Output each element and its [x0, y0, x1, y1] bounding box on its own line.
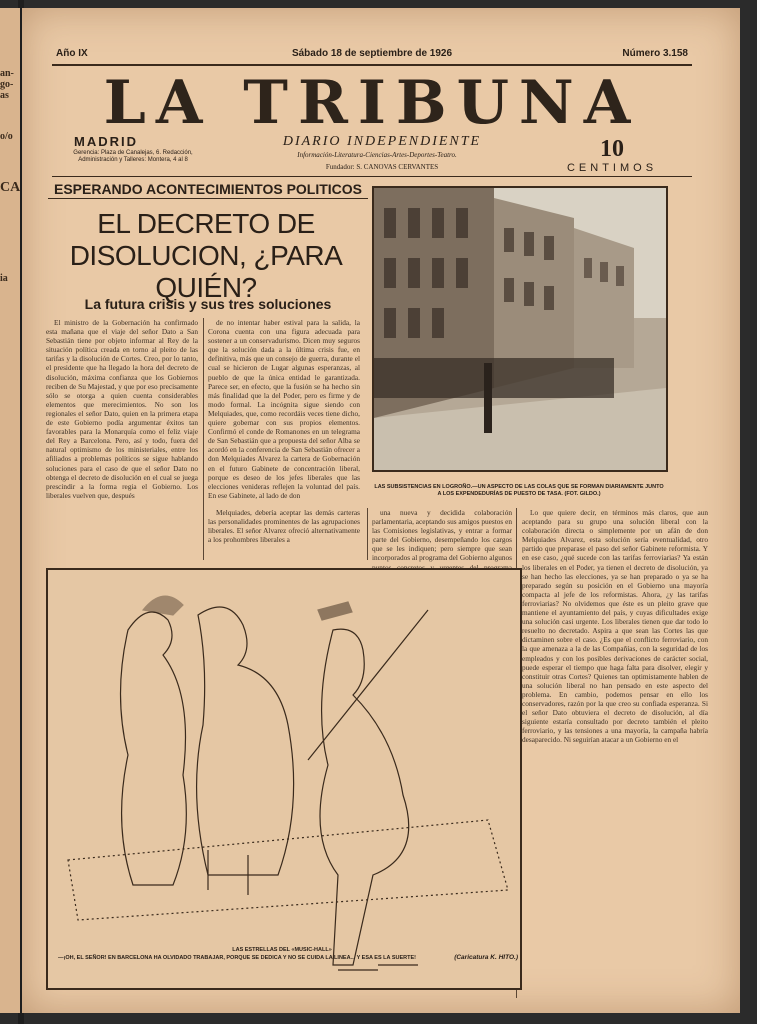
street-photo-drawing	[374, 188, 666, 470]
fragment-text: an-	[0, 68, 14, 79]
price-value: 10	[600, 136, 624, 162]
masthead-rule	[52, 176, 692, 177]
price-box	[537, 136, 687, 174]
masthead-sections: Información-Literatura-Ciencias-Artes-Deportes-Teatro.	[297, 151, 457, 159]
masthead-city: MADRID	[74, 134, 138, 149]
news-photo	[372, 186, 668, 472]
article-column-1	[46, 318, 198, 560]
masthead-title: LA TRIBUNA	[103, 68, 641, 138]
column-divider	[203, 318, 204, 560]
article-column-4	[372, 508, 512, 563]
cartoon-caption-row	[46, 954, 518, 962]
article-subhead: La futura crisis y sus tres soluciones	[84, 296, 332, 312]
masthead-subtitle: DIARIO INDEPENDIENTE	[282, 134, 482, 149]
photo-caption: LAS SUBSISTENCIAS EN LOGROÑO.—UN ASPECTO DE LAS COLAS QUE SE FORMAN DIARIAMENTE JUNTO A LOS EXPENDEDURÍAS DE PUESTO DE TASA. (FOT. GILDO.)	[374, 484, 664, 497]
cartoon-drawing	[48, 570, 520, 988]
newspaper-page	[22, 8, 740, 1013]
fragment-text: CA	[0, 180, 21, 195]
issue-number: Número 3.158	[622, 48, 688, 59]
cartoon-caption-block	[46, 946, 518, 962]
cartoon-illustration	[46, 568, 522, 990]
article-text: de no intentar haber estival para la salida, la Corona cuenta con una figura adecuada para sostener a un conservadurismo. Dicen muy seguros que la solución dada a la última crisis fue, en definitiva, más que un consejo de guerra, durante el cual se hicieron de Lugar algunas esperanzas, al pueblo de que la única entidad le garantizada. Parece ser, en efecto, que la fusión se ha hecho sin más finalidad que la del Poder, pero es firme y de modo formal. La incógnita sigue siendo con Melquiades, que, como recordáis veces tiene dicho, quiere gobernar con sus propios elementos. Confirmó el conde de Romanones en un telegrama de San Sebastián que a propuesta del señor Alba se acordó en la conferencia de San Sebastián ofrecer a don Melquiades Alvarez la cartera de Gobernación en el futuro Gabinete de concentración liberal, porque es deseo de los jefes liberales que las elecciones venideras reflejen la voluntad del país. En ese Gabinete, al lado de don	[208, 318, 360, 500]
article-text: Lo que quiere decir, en términos más claros, que aun aceptando para su grupo una solución liberal con la colaboración directa o simplemente por un afán de don Melquiades Alvarez, esta solución sería eventualidad, otro partido que preparase el paso del señor Gabinete reformista. Y en ese caso, ¿qué sucede con las tarifas ferroviarias? Ya están los liberales en el Poder, ya tienen el decreto de disolución, ya se han hecho las elecciones, ya se han preparado o ya se ha preparado según su posición en el Gobierno una mayoría compacta al jefe de los reformistas. Ahora, ¿y las tarifas ferroviarias? No olvidemos que éste es un pleito grave que mantiene el ayuntamiento del país, y cuyas dificultades exige una solución casi urgente. Los liberales tienen que dar todo lo resuelto no decretado. Aspira a que sean las Cortes las que dictaminen sobre el caso. ¿Es que el conflicto ferroviario, con la que amenaza a la de las Compañías, con la seguridad de los empleados y con los posibles derivaciones de carácter social, puede esperar el tiempo que haga falta para disolver, elegir y constituir otras Cortes? Quienes tan optimistamente hablen de una solución liberal no han pensado en este aspecto del problema. En cambio, podemos pensar en ello los conservadores, razón por la que creo su confiada esperanza. Si el señor Dato obtuviera el decreto de disolución, al día siguiente estaría consultado por decreto también el pleito ferroviario, y las tensiones a una mayoría, la campaña habría desaparecido. Ni seguirían atacar a un Gobierno en el	[522, 508, 708, 745]
article-headline: EL DECRETO DE DISOLUCION, ¿PARA QUIÉN?	[69, 208, 343, 303]
issue-year: Año IX	[56, 48, 88, 59]
article-column-3	[208, 508, 360, 560]
price-unit: CENTIMOS	[566, 162, 658, 174]
article-kicker: ESPERANDO ACONTECIMIENTOS POLITICOS	[48, 180, 368, 199]
cartoon-credit: (Caricatura K. HITO.)	[454, 954, 518, 961]
cartoon-title: LAS ESTRELLAS DEL «MUSIC-HALL»	[232, 947, 332, 953]
masthead-founder: Fundador: S. CANOVAS CERVANTES	[325, 163, 439, 171]
column-divider	[367, 508, 368, 560]
masthead-address: Gerencia: Plaza de Canalejas, 6. Redacción, Administración y Talleres: Montera, 4 al 8	[73, 150, 193, 163]
fragment-text: go-	[0, 79, 14, 90]
issue-date: Sábado 18 de septiembre de 1926	[291, 48, 453, 59]
fragment-text: o/o	[0, 131, 13, 142]
article-text: una nueva y decidida colaboración parlamentaria, aceptando sus amigos puestos en las Comisiones legislativas, y entrar a formar parte del Gobierno, desempeñando los cargos que se les indiquen; pero siempre que sean incorporados al programa del Gobierno algunos	[372, 508, 512, 563]
cartoon-caption: —¡OH, EL SEÑOR! EN BARCELONA HA OLVIDADO TRABAJAR, PORQUE SE DEDICA Y NO SE CUIDA LA LINEA... Y ESA ES LA SUERTE!	[58, 955, 416, 961]
issue-bar	[52, 48, 692, 66]
article-text: Melquiades, debería aceptar las demás carteras las personalidades prominentes de las agrupaciones liberales. El señor Alvarez ofreció alternativamente a los prohombres liberales a	[208, 508, 360, 545]
previous-page-fragment	[0, 8, 20, 1013]
fragment-text: ia	[0, 273, 8, 284]
fragment-text: as	[0, 90, 9, 101]
article-text: El ministro de la Gobernación ha confirmado esta mañana que el viaje del señor Dato a San Sebastián tiene por objeto informar al Rey de la situación política creada en torno al pleito de las tarifas y la disolución de Cortes. Creo, por lo tanto, el presidente que ha llegado la hora del decreto de disolución, máxima confianza que los Gobiernos reciben de Su Majestad, y que por eso precisamente sólo se otorga a quien cuenta considerables elementos que merecimientos. No son los regionales el señor Dato, quien en la primera etapa de este Gobierno podía argumentar éxitos tan favorables para la Monarquía como el feliz viaje del Rey a Barcelona. Pero, así y todo, fuera del natural optimismo de los ministeriales, entre los afiliados a problemas políticos se sigue hablando soluciones para el caso de que el señor Dato no obtenga el decreto de disolución en el cual se juega prescindir a la forma regia el Gobierno. Los liberales vuelven que, después	[46, 318, 198, 500]
article-column-5	[522, 508, 708, 998]
